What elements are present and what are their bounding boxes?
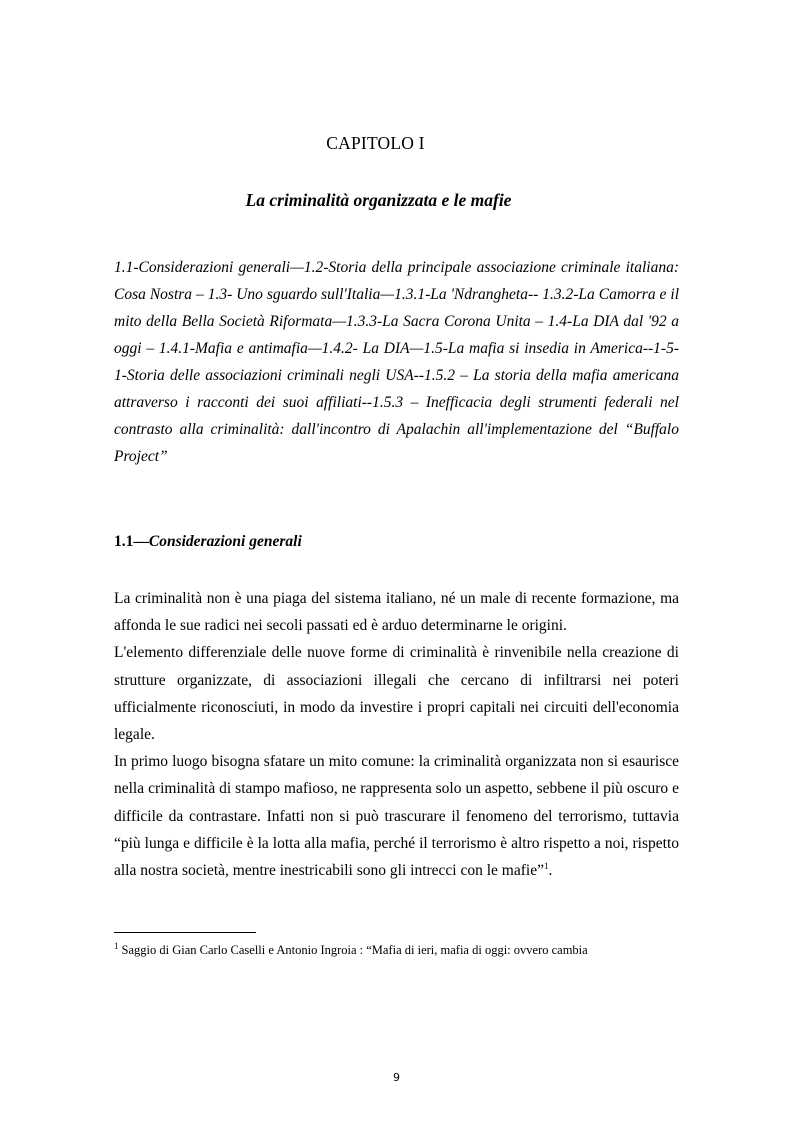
footnote: [114, 938, 694, 958]
paragraph-end: .: [548, 862, 553, 880]
section-number: 1.1—: [114, 533, 149, 550]
section-title: Considerazioni generali: [148, 533, 302, 550]
chapter-label: CAPITOLO I: [326, 133, 425, 153]
page-number: 9: [393, 1071, 400, 1084]
body-text: [114, 585, 679, 884]
paragraph: L'elemento differenziale delle nuove forme di criminalità è rinvenibile nella creazione di strutture organizzate, di associazioni illegali che cercano di infiltrarsi nei poteri ufficialmente riconosciuti, in modo da investire i propri capitali nei circuiti dell'economia legale.: [114, 644, 679, 744]
paragraph: [114, 748, 679, 884]
paragraph-text: In primo luogo bisogna sfatare un mito comune: la criminalità organizzata non si esaurisce nella criminalità di stampo mafioso, ne rappresenta solo un aspetto, sebbene il più oscuro e difficile da contrastare. Infatti non si può trascurare il fenomeno del terrorismo, tuttavia “più lunga e difficile è la lotta alla mafia, perché il terrorismo è altro rispetto a noi, rispetto alla nostra società, mentre inestricabili sono gli intrecci con le mafie”: [114, 753, 679, 880]
chapter-summary: 1.1-Considerazioni generali—1.2-Storia della principale associazione criminale italiana: Cosa Nostra – 1.3- Uno sguardo sull'Italia—1.3.1-La 'Ndrangheta-- 1.3.2-La Camorra e il mito della Bella Società Riformata—1.3.3-La Sacra Corona Unita – 1.4-La DIA dal '92 a oggi – 1.4.1-Mafia e antimafia—1.4.2- La DIA—1.5-La mafia si insedia in America--1-5-1-Storia delle associazioni criminali negli USA--1.5.2 – La storia della mafia americana attraverso i racconti dei suoi affiliati--1.5.3 – Inefficacia degli strumenti federali nel contrasto alla criminalità: dall'incontro di Apalachin all'implementazione del “Buffalo Project”: [114, 259, 679, 465]
chapter-title: La criminalità organizzata e le mafie: [245, 190, 512, 210]
footnote-text: Saggio di Gian Carlo Caselli e Antonio Ingroia : “Mafia di ieri, mafia di oggi: ovvero cambia: [121, 943, 588, 958]
footnote-divider: [114, 932, 256, 933]
footnote-reference[interactable]: 1: [543, 860, 549, 871]
footnote-marker: 1: [114, 941, 119, 951]
section-heading: [114, 533, 302, 551]
paragraph: La criminalità non è una piaga del sistema italiano, né un male di recente formazione, ma affonda le sue radici nei secoli passati ed è arduo determinarne le origini.: [114, 590, 679, 635]
